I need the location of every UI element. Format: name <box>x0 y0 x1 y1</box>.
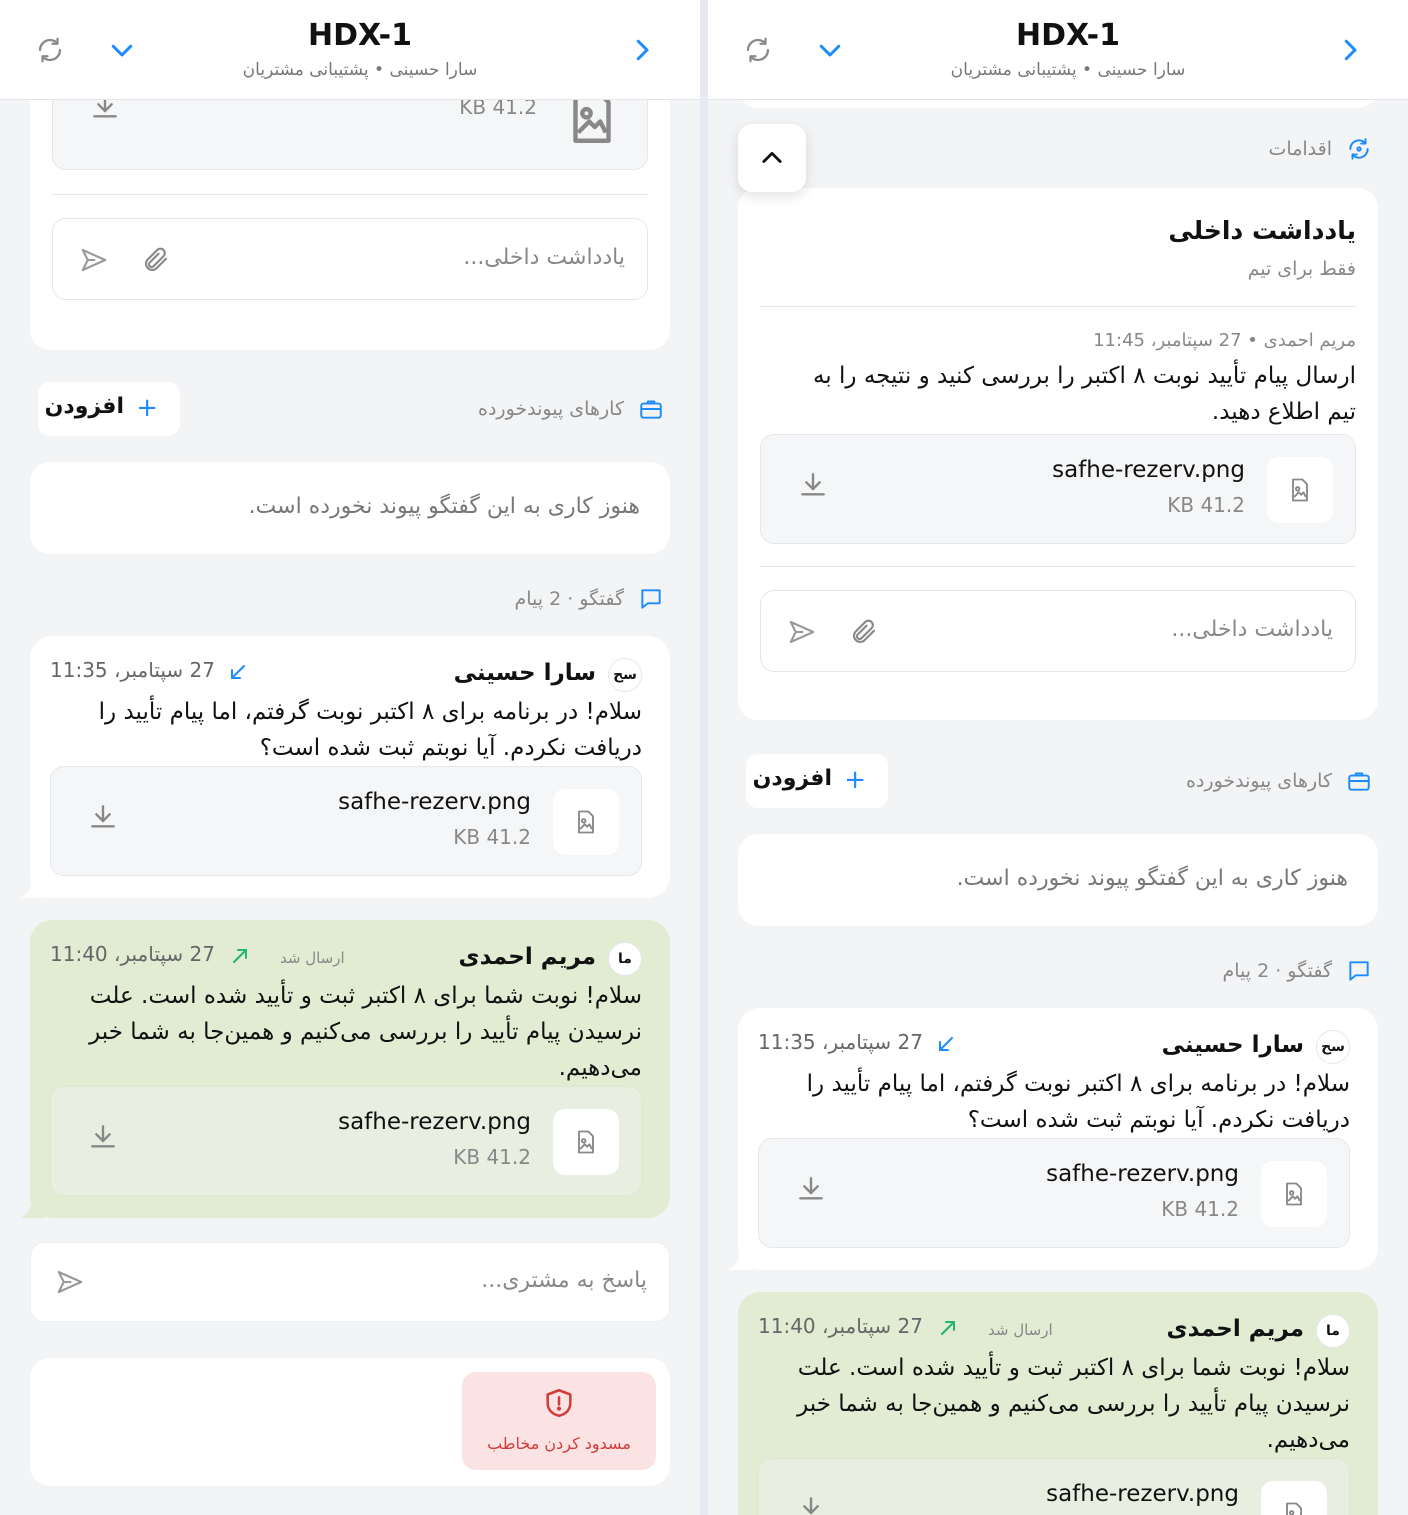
message-text: سلام! نوبت شما برای ۸ اکتبر ثبت و تأیید شده است. علت نرسیدن پیام تأیید را بررسی می‌کنیم و همین‌جا به شما خبر می‌دهیم. <box>797 1355 1350 1453</box>
page-title: HDX-1 <box>1015 18 1121 53</box>
briefcase-icon <box>638 396 664 422</box>
download-icon[interactable] <box>89 100 121 123</box>
internal-note-card <box>30 100 670 350</box>
attachment-size: KB 41.2 <box>453 1145 531 1169</box>
outgoing-arrow-icon <box>938 1318 958 1338</box>
add-task-button[interactable] <box>38 382 180 436</box>
conversation-panel-left <box>0 0 700 1515</box>
sender-name: سارا حسینی <box>453 660 596 686</box>
briefcase-icon <box>1346 768 1372 794</box>
actions-label: اقدامات <box>1268 138 1332 160</box>
outgoing-arrow-icon <box>230 946 250 966</box>
avatar: سح <box>608 658 642 692</box>
linked-tasks-empty-card <box>30 462 670 554</box>
attachment[interactable] <box>758 1458 1350 1515</box>
message-time: 27 سپتامبر، 11:35 <box>758 1030 923 1054</box>
attachment-name: safhe-rezerv.png <box>1046 1481 1239 1507</box>
paperclip-icon[interactable] <box>141 245 171 275</box>
image-file-icon <box>1280 1500 1308 1515</box>
page-subtitle: سارا حسینی • پشتیبانی مشتریان <box>950 60 1186 80</box>
internal-note-input[interactable] <box>760 590 1356 672</box>
image-file-icon <box>572 1128 600 1156</box>
message-outgoing <box>738 1292 1378 1515</box>
page-subtitle: سارا حسینی • پشتیبانی مشتریان <box>242 60 478 80</box>
image-file-icon <box>559 100 625 149</box>
image-file-icon <box>572 808 600 836</box>
attachment-name: safhe-rezerv.png <box>338 789 531 815</box>
add-task-button[interactable] <box>746 754 888 808</box>
actions-card <box>30 1358 670 1486</box>
divider <box>52 194 648 195</box>
download-icon[interactable] <box>87 801 119 833</box>
attachment-name: safhe-rezerv.png <box>1052 457 1245 483</box>
attachment-size: KB 41.2 <box>1161 1197 1239 1221</box>
chevron-right-icon <box>627 35 657 65</box>
paperclip-icon[interactable] <box>849 617 879 647</box>
forward-button[interactable] <box>622 30 662 70</box>
chat-bubble-icon <box>638 586 664 612</box>
send-icon[interactable] <box>787 617 817 647</box>
chevron-right-icon <box>1335 35 1365 65</box>
divider <box>760 566 1356 567</box>
send-icon[interactable] <box>79 245 109 275</box>
message-incoming <box>30 636 670 898</box>
linked-tasks-empty-card <box>738 834 1378 926</box>
conversation-panel-right <box>708 0 1408 1515</box>
file-thumb <box>553 789 619 855</box>
message-text: سلام! نوبت شما برای ۸ اکتبر ثبت و تأیید شده است. علت نرسیدن پیام تأیید را بررسی می‌کنیم و همین‌جا به شما خبر می‌دهیم. <box>89 983 642 1081</box>
attachment[interactable] <box>50 1086 642 1196</box>
attachment-size: KB 41.2 <box>453 825 531 849</box>
linked-tasks-label: کارهای پیوندخورده <box>478 398 624 420</box>
image-file-icon <box>1286 476 1314 504</box>
message-incoming <box>738 1008 1378 1270</box>
sender-name: مریم احمدی <box>458 944 596 970</box>
sent-status: ارسال شد <box>280 949 345 967</box>
reply-input[interactable] <box>30 1242 670 1322</box>
download-icon[interactable] <box>87 1121 119 1153</box>
file-thumb <box>1261 1161 1327 1227</box>
block-contact-button[interactable] <box>462 1372 656 1470</box>
forward-button[interactable] <box>1330 30 1370 70</box>
conversation-label: گفتگو · 2 پیام <box>1222 960 1332 982</box>
panel-divider <box>700 0 708 1515</box>
sender-name: سارا حسینی <box>1161 1032 1304 1058</box>
download-icon[interactable] <box>795 1173 827 1205</box>
sender-name: مریم احمدی <box>1166 1316 1304 1342</box>
bubble-tail <box>728 1252 752 1270</box>
linked-tasks-empty-text: هنوز کاری به این گفتگو پیوند نخورده است. <box>956 866 1348 891</box>
avatar: ما <box>1316 1314 1350 1348</box>
divider <box>760 306 1356 307</box>
internal-note-input[interactable] <box>52 218 648 300</box>
page-title: HDX-1 <box>307 18 413 53</box>
shield-alert-icon <box>542 1386 576 1420</box>
file-thumb <box>1261 1481 1327 1515</box>
bubble-tail <box>20 880 44 898</box>
message-outgoing <box>30 920 670 1218</box>
block-contact-label: مسدود کردن مخاطب <box>487 1434 631 1453</box>
add-task-label: افزودن <box>752 766 832 791</box>
incoming-arrow-icon <box>228 662 248 682</box>
linked-tasks-label: کارهای پیوندخورده <box>1186 770 1332 792</box>
attachment[interactable] <box>52 100 648 170</box>
internal-note-card <box>738 188 1378 720</box>
attachment-size: KB 41.2 <box>459 100 537 119</box>
scroll-content[interactable] <box>0 100 700 1515</box>
conversation-label: گفتگو · 2 پیام <box>514 588 624 610</box>
sent-status: ارسال شد <box>988 1321 1053 1339</box>
internal-note-body: ارسال پیام تأیید نوبت ۸ اکتبر را بررسی کنید و نتیجه را به تیم اطلاع دهید. <box>812 363 1356 425</box>
avatar: سح <box>1316 1030 1350 1064</box>
attachment[interactable] <box>50 766 642 876</box>
internal-note-subtitle: فقط برای تیم <box>1247 258 1356 280</box>
file-thumb <box>553 1109 619 1175</box>
header <box>708 0 1408 100</box>
attachment-name: safhe-rezerv.png <box>1046 1161 1239 1187</box>
message-time: 27 سپتامبر، 11:35 <box>50 658 215 682</box>
incoming-arrow-icon <box>936 1034 956 1054</box>
image-file-icon <box>1280 1180 1308 1208</box>
file-thumb <box>1267 457 1333 523</box>
message-time: 27 سپتامبر، 11:40 <box>50 942 215 966</box>
internal-note-placeholder: یادداشت داخلی... <box>463 245 625 270</box>
chat-bubble-icon <box>1346 958 1372 984</box>
attachment[interactable] <box>758 1138 1350 1248</box>
download-icon[interactable] <box>797 469 829 501</box>
add-task-label: افزودن <box>44 394 124 419</box>
bubble-tail <box>20 1200 44 1218</box>
internal-note-placeholder: یادداشت داخلی... <box>1171 617 1333 642</box>
message-time: 27 سپتامبر، 11:40 <box>758 1314 923 1338</box>
reply-placeholder: پاسخ به مشتری... <box>481 1268 647 1293</box>
previous-card-edge <box>738 100 1378 108</box>
message-text: سلام! در برنامه برای ۸ اکتبر نوبت گرفتم، اما پیام تأیید را دریافت نکردم. آیا نوبتم ثبت شده است؟ <box>98 699 642 761</box>
scroll-content[interactable] <box>708 100 1408 1515</box>
internal-note-title: یادداشت داخلی <box>1168 216 1356 245</box>
attachment[interactable] <box>760 434 1356 544</box>
plus-icon: + <box>844 765 866 795</box>
sync-actions-icon <box>1346 136 1372 162</box>
avatar: ما <box>608 942 642 976</box>
download-icon[interactable] <box>795 1493 827 1515</box>
attachment-size: KB 41.2 <box>1167 493 1245 517</box>
header <box>0 0 700 100</box>
chevron-up-icon <box>758 144 786 172</box>
message-text: سلام! در برنامه برای ۸ اکتبر نوبت گرفتم، اما پیام تأیید را دریافت نکردم. آیا نوبتم ثبت شده است؟ <box>806 1071 1350 1133</box>
internal-note-meta: مریم احمدی • 27 سپتامبر، 11:45 <box>1093 330 1356 351</box>
collapse-button[interactable] <box>738 124 806 192</box>
plus-icon: + <box>136 393 158 423</box>
linked-tasks-empty-text: هنوز کاری به این گفتگو پیوند نخورده است. <box>248 494 640 519</box>
attachment-name: safhe-rezerv.png <box>338 1109 531 1135</box>
send-icon[interactable] <box>55 1267 85 1297</box>
